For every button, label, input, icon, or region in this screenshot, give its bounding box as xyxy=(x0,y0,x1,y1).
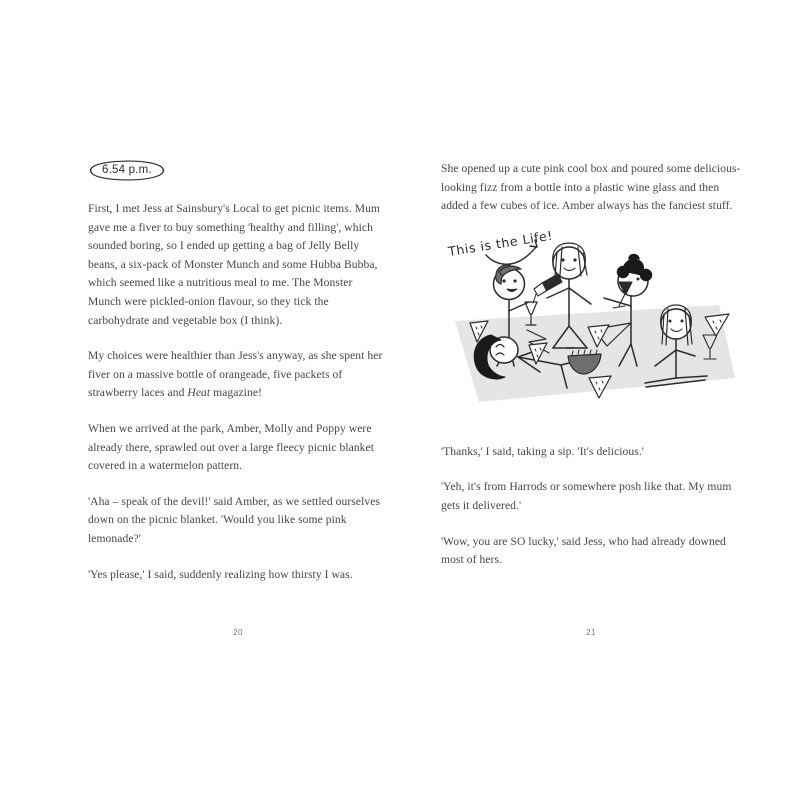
figure-blonde-arm-right xyxy=(569,288,591,304)
figure-blonde-eye-left xyxy=(561,258,564,261)
figure-longhair-eye-right xyxy=(681,319,684,322)
paragraph-amber-dialogue: 'Aha – speak of the devil!' said Amber, as we settled ourselves down on the picnic blanket. 'Would you like some pink lemonade?' xyxy=(88,494,380,545)
page-number-left: 20 xyxy=(233,628,243,637)
paragraph-shopping: First, I met Jess at Sainsbury's Local to get picnic items. Mum gave me a fiver to buy something 'healthy and filling', which sounded boring, so I ended up getting a bag of Jelly Belly beans, a six-pack of Monster Munch and some Hubba Bubba, which seemed like a nutritious meal to me. The Monster Munch were pickled-onion flavour, so they tick the carbohydrate and vegetable box (I think). xyxy=(88,202,381,327)
page-number-right: 21 xyxy=(586,628,596,637)
figure-bunches-eye xyxy=(637,277,640,280)
figure-bunches-arm xyxy=(604,298,631,306)
figure-bunches-bun-top xyxy=(629,254,639,259)
paragraph-choices-after: magazine! xyxy=(210,386,262,400)
paragraph-yes-please: 'Yes please,' I said, suddenly realizing how thirsty I was. xyxy=(88,567,353,581)
paragraph-choices xyxy=(88,347,388,403)
right-page xyxy=(441,160,741,570)
magazine-title-heat: Heat xyxy=(187,386,211,400)
bottle-icon xyxy=(542,274,562,291)
time-stamp-bubble xyxy=(89,160,165,181)
figure-blonde-arm-left xyxy=(547,288,569,298)
figure-bunches-bun-right xyxy=(641,269,652,280)
time-stamp-label: 6.54 p.m. xyxy=(102,164,152,176)
figure-bunches-bun-left xyxy=(618,266,629,277)
figure-ponytail-eye-right xyxy=(513,279,516,282)
paragraph-cool-box: She opened up a cute pink cool box and poured some delicious-looking fizz from a bottle into a plastic wine glass and then added a few cubes of ice. Amber always has the fanciest stuff. xyxy=(441,162,741,213)
illustration-caption: This is the Life! xyxy=(447,227,554,259)
dialogue-harrods: 'Yeh, it's from Harrods or somewhere posh like that. My mum gets it delivered.' xyxy=(441,480,732,512)
dialogue-block xyxy=(441,443,741,570)
dialogue-thanks: 'Thanks,' I said, taking a sip. 'It's delicious.' xyxy=(441,444,644,458)
paragraph-choices-before: My choices were healthier than Jess's anyway, as she spent her fiver on a massive bottle of orangeade, five packets of strawberry laces and xyxy=(88,349,383,400)
picnic-illustration xyxy=(441,226,741,431)
figure-ponytail-eye-left xyxy=(502,279,505,282)
figure-blonde-eye-right xyxy=(573,258,576,261)
left-page xyxy=(88,160,388,584)
paragraph-park: When we arrived at the park, Amber, Molly and Poppy were already there, sprawled out over a large fleecy picnic blanket covered in a watermelon pattern. xyxy=(88,421,375,473)
dialogue-so-lucky: 'Wow, you are SO lucky,' said Jess, who had already downed most of hers. xyxy=(441,534,726,567)
figure-longhair-eye-left xyxy=(669,319,672,322)
picnic-illustration-svg xyxy=(441,226,741,431)
